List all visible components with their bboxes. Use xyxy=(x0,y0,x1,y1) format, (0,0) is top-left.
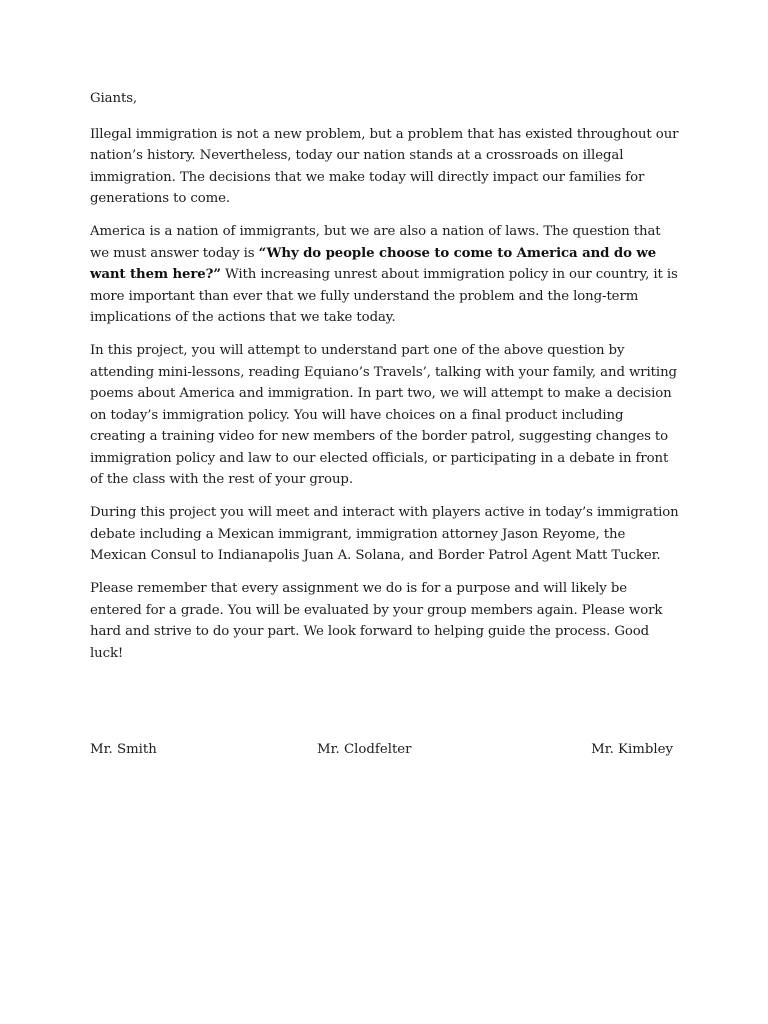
letter-body xyxy=(90,88,680,676)
key-question: “Why do people choose to come to America and do we want them here?” xyxy=(90,245,657,282)
paragraph-closing: Please remember that every assignment we do is for a purpose and will likely be entered for a grade. You will be evaluated by your group members again. Please work hard and strive to do your part. We look forward to helping guide the process. Good luck! xyxy=(90,581,663,661)
paragraph-participants: During this project you will meet and interact with players active in today’s immigration debate including a Mexican immigrant, immigration attorney Jason Reyome, the Mexican Consul to Indianapolis Juan A. Solana, and Border Patrol Agent Matt Tucker. xyxy=(90,505,679,563)
paragraph-project: In this project, you will attempt to understand part one of the above question by attending mini-lessons, reading Equiano’s Travels’, talking with your family, and writing poems about America and immigration. In part two, we will attempt to make a decision on today’s immigration policy. You will have choices on a final product including creating a training video for new members of the border patrol, suggesting changes to immigration policy and law to our elected officials, or participating in a debate in front of the class with the rest of your group. xyxy=(90,343,677,487)
paragraph-history: Illegal immigration is not a new problem, but a problem that has existed throughout our nation’s history. Nevertheless, today our nation stands at a crossroads on illegal immigration. The decisions that we make today will directly impact our families for generations to come. xyxy=(90,126,679,206)
signature-smith: Mr. Smith xyxy=(90,742,157,757)
signature-kimbley: Mr. Kimbley xyxy=(591,742,673,757)
paragraph-question xyxy=(90,221,680,329)
paragraph-question-rest: With increasing unrest about immigration policy in our country, it is more important than ever that we fully understand the problem and the long-term implications of the actions that we take today. xyxy=(90,267,678,325)
greeting: Giants, xyxy=(90,91,138,106)
signature-clodfelter: Mr. Clodfelter xyxy=(317,742,412,757)
paragraph-question-intro: America is a nation of immigrants, but we are also a nation of laws. The question that we must answer today is xyxy=(90,224,661,261)
